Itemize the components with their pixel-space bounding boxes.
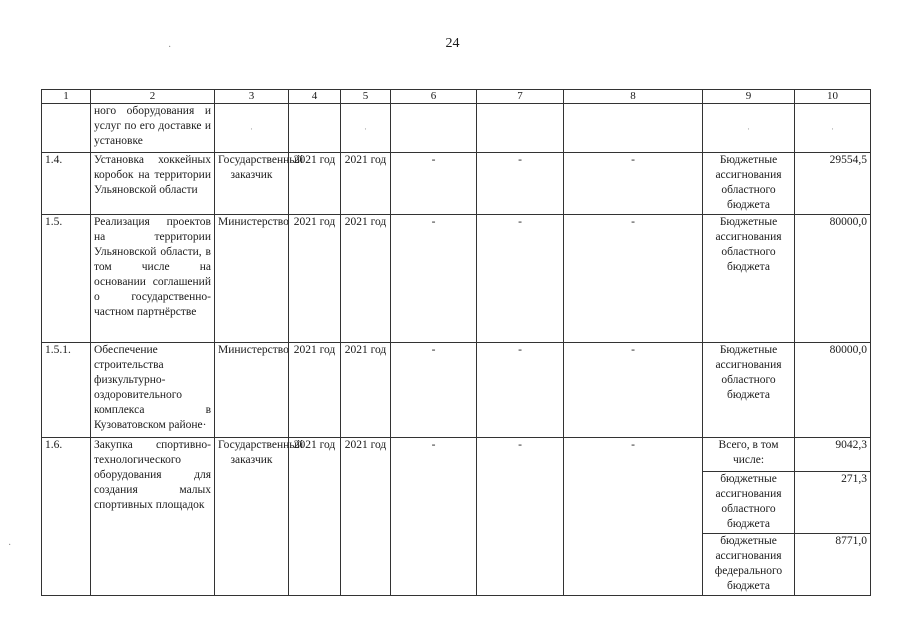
funding-amount: 29554,5 [795, 153, 871, 215]
col-6 [391, 104, 477, 153]
start-year: 2021 год [289, 215, 341, 343]
executor: Государственный заказчик [215, 153, 289, 215]
col-6: - [391, 153, 477, 215]
funding-source: Бюджетные ассигнования областного бюджета [703, 343, 795, 438]
funding-source: Всего, в том числе: [703, 438, 795, 472]
funding-source: бюджетные ассигнования федерального бюджета [703, 534, 795, 596]
column-number: 9 [703, 90, 795, 104]
end-year: 2021 год [341, 343, 391, 438]
row-number: 1.6. [42, 438, 91, 596]
column-number-row [42, 90, 871, 104]
funding-amount: 8771,0 [795, 534, 871, 596]
row-number: 1.5.1. [42, 343, 91, 438]
column-number: 3 [215, 90, 289, 104]
col-6: - [391, 343, 477, 438]
activity-name: Обеспечение строительства физкультурно-оздоровительного комплекса в Кузоватовском районе· [91, 343, 215, 438]
column-number: 1 [42, 90, 91, 104]
column-number: 10 [795, 90, 871, 104]
col-7: - [477, 215, 564, 343]
page-number: 24 [445, 36, 460, 51]
col-8: - [564, 215, 703, 343]
executor: Государственный заказчик [215, 438, 289, 596]
column-number: 2 [91, 90, 215, 104]
table-row [42, 104, 871, 153]
funding-source: Бюджетные ассигнования областного бюджета [703, 153, 795, 215]
col-7 [477, 104, 564, 153]
row-number: 1.5. [42, 215, 91, 343]
funding-amount: 80000,0 [795, 215, 871, 343]
scan-speck: · [8, 540, 12, 551]
col-8: - [564, 343, 703, 438]
table-row [42, 438, 871, 472]
end-year: 2021 год [341, 215, 391, 343]
funding-amount: 271,3 [795, 472, 871, 534]
funding-amount: 80000,0 [795, 343, 871, 438]
col-7: - [477, 343, 564, 438]
funding-amount: 9042,3 [795, 438, 871, 472]
executor: Министерство [215, 343, 289, 438]
table-row [42, 343, 871, 438]
funding-amount: · [795, 104, 871, 153]
column-number: 4 [289, 90, 341, 104]
start-year: 2021 год [289, 343, 341, 438]
start-year: 2021 год [289, 153, 341, 215]
col-6: - [391, 438, 477, 596]
activity-name: Установка хоккейных коробок на территории Ульяновской области [91, 153, 215, 215]
start-year: 2021 год [289, 438, 341, 596]
col-8: - [564, 438, 703, 596]
column-number: 6 [391, 90, 477, 104]
col-6: - [391, 215, 477, 343]
col-8 [564, 104, 703, 153]
program-activities-table [41, 89, 871, 596]
end-year: · [341, 104, 391, 153]
table-row [42, 215, 871, 343]
scan-speck: · [168, 42, 172, 53]
executor: Министерство [215, 215, 289, 343]
column-number: 5 [341, 90, 391, 104]
col-7: - [477, 438, 564, 596]
activity-name: Реализация проектов на территории Ульяновской области, в том числе на основании соглашений о государственно-частном партнёрстве [91, 215, 215, 343]
row-number [42, 104, 91, 153]
end-year: 2021 год [341, 438, 391, 596]
row-number: 1.4. [42, 153, 91, 215]
col-7: - [477, 153, 564, 215]
activity-name: ного оборудования и услуг по его доставке и установке [91, 104, 215, 153]
executor: · [215, 104, 289, 153]
table-row [42, 153, 871, 215]
column-number: 8 [564, 90, 703, 104]
column-number: 7 [477, 90, 564, 104]
start-year [289, 104, 341, 153]
funding-source: · [703, 104, 795, 153]
funding-source: бюджетные ассигнования областного бюджета [703, 472, 795, 534]
end-year: 2021 год [341, 153, 391, 215]
col-8: - [564, 153, 703, 215]
activity-name: Закупка спортивно-технологического оборудования для создания малых спортивных площадок [91, 438, 215, 596]
funding-source: Бюджетные ассигнования областного бюджета [703, 215, 795, 343]
